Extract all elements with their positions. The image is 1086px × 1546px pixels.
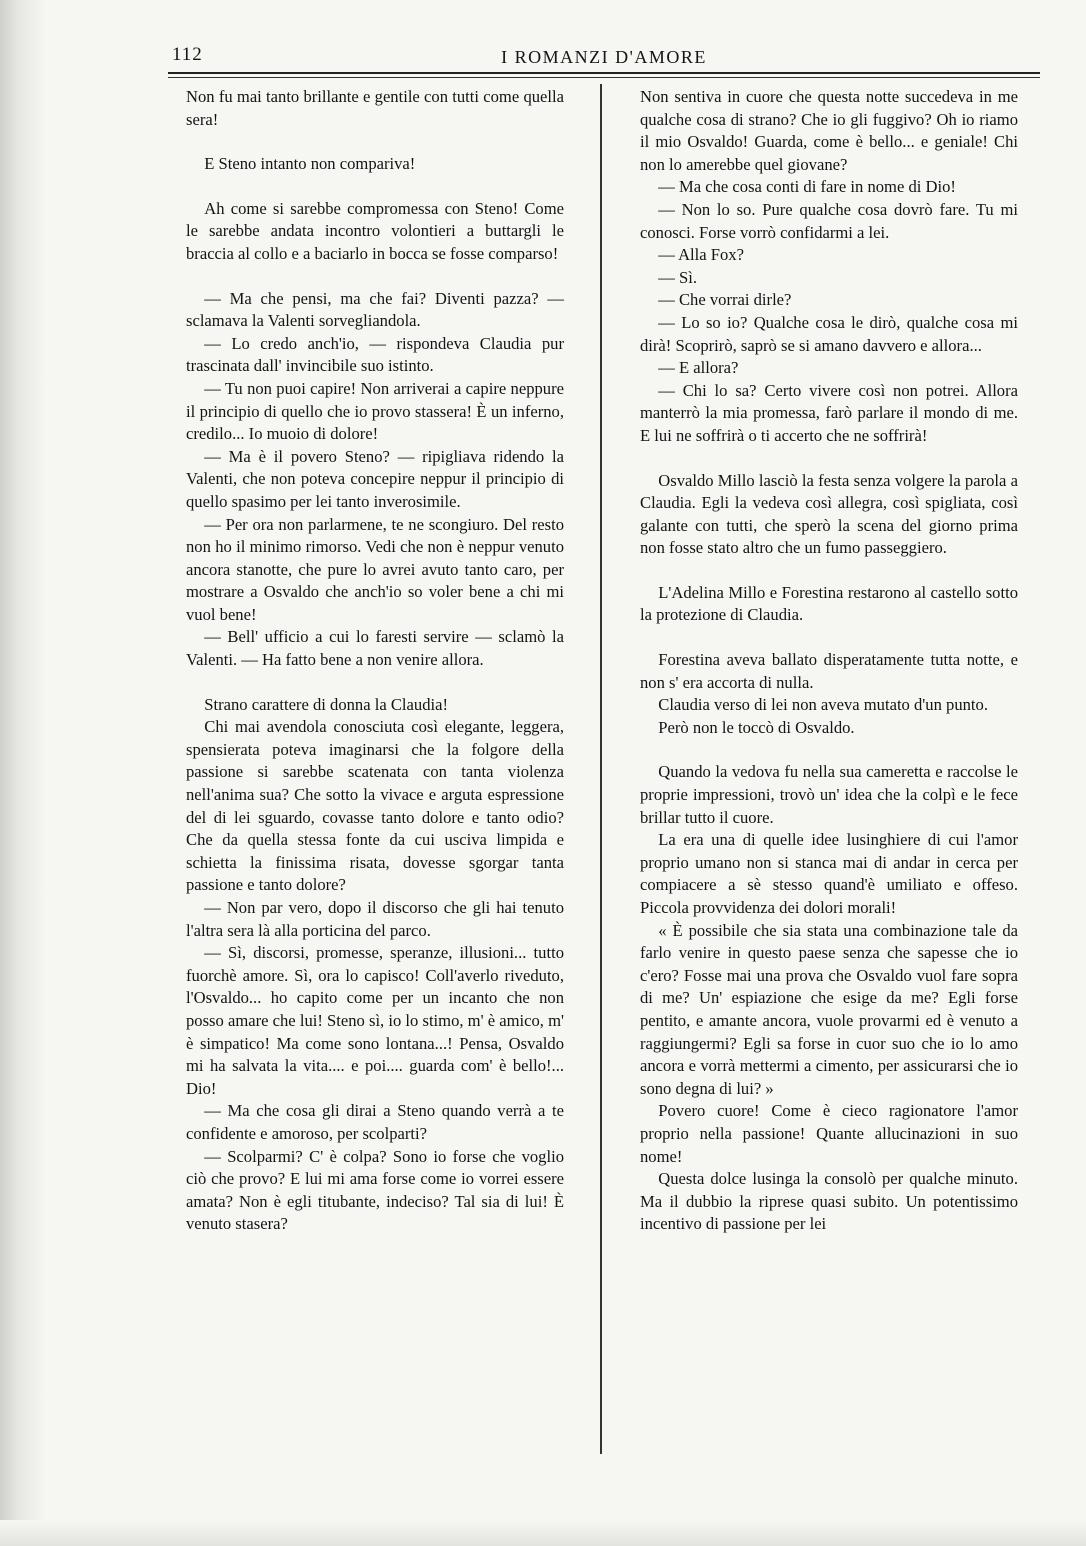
paragraph: Strano carattere di donna la Claudia! bbox=[204, 694, 448, 714]
paragraph: Però non le toccò di Osvaldo. bbox=[658, 717, 855, 737]
paragraph: Non fu mai tanto brillante e gentile con tutti come quella sera! bbox=[186, 87, 564, 129]
paragraph: — Bell' ufficio a cui lo faresti servire — sclamò la Valenti. — Ha fatto bene a non venire allora. bbox=[186, 627, 564, 670]
paragraph: — Scolparmi? C' è colpa? Sono io forse che voglio ciò che provo? E lui mi ama forse come io vorrei essere amata? Non è egli titubante, indeciso? Tal sia di lui! È venuto stasera? bbox=[186, 1146, 564, 1234]
paragraph: — Che vorrai dirle? bbox=[658, 290, 792, 310]
paragraph: E Steno intanto non compariva! bbox=[204, 154, 416, 174]
paragraph: — E allora? bbox=[658, 358, 739, 378]
paragraph: Ah come si sarebbe compromessa con Steno! Come le sarebbe andata incontro volontieri a buttargli le braccia al collo e a baciarlo in bocca se fosse comparso! bbox=[186, 198, 564, 263]
paragraph-gap bbox=[186, 176, 564, 198]
paragraph: — Non lo so. Pure qualche cosa dovrò fare. Tu mi conosci. Forse vorrò confidarmi a lei. bbox=[640, 199, 1018, 242]
paragraph-gap bbox=[640, 560, 1018, 582]
header-rule-thick bbox=[168, 72, 1040, 74]
paragraph: — Tu non puoi capire! Non arriverai a capire neppure il principio di quello che io provo stassera! È un inferno, credilo... Io muoio di dolore! bbox=[186, 378, 564, 444]
paragraph: Forestina aveva ballato disperatamente tutta notte, e non s' era accorta di nulla. bbox=[640, 650, 1018, 692]
left-column bbox=[186, 86, 564, 1236]
paragraph: — Ma che cosa conti di fare in nome di Dio! bbox=[658, 177, 956, 197]
paragraph: — Lo so io? Qualche cosa le dirò, qualche cosa mi dirà! Scoprirò, saprò se si amano davvero e allora... bbox=[640, 312, 1018, 355]
page-bottom-shadow bbox=[0, 1520, 1086, 1546]
page-edge-shadow bbox=[0, 0, 46, 1546]
right-column bbox=[640, 86, 1018, 1236]
paragraph-gap bbox=[640, 739, 1018, 761]
paragraph: Osvaldo Millo lasciò la festa senza volgere la parola a Claudia. Egli la vedeva così allegra, così spigliata, così galante con tutti, che sperò la scena del giorno prima non fosse stato altro che un fumo passeggiero. bbox=[640, 470, 1018, 558]
paragraph: Claudia verso di lei non aveva mutato d'un punto. bbox=[658, 695, 988, 715]
page-number: 112 bbox=[172, 44, 203, 65]
paragraph-gap bbox=[640, 448, 1018, 470]
column-divider bbox=[600, 84, 602, 1454]
paragraph: — Lo credo anch'io, — rispondeva Claudia pur trascinata dall' invincibile suo istinto. bbox=[186, 333, 564, 376]
paragraph-gap bbox=[640, 627, 1018, 649]
paragraph-gap bbox=[186, 131, 564, 153]
paragraph: Questa dolce lusinga la consolò per qualche minuto. Ma il dubbio la riprese quasi subito. Un potentissimo incentivo di passione per lei bbox=[640, 1169, 1018, 1234]
paragraph-gap bbox=[186, 266, 564, 288]
paragraph: La era una di quelle idee lusinghiere di cui l'amor proprio umano non si stanca mai di andar in cerca per compiacere a sè stesso quand'è umiliato e offeso. Piccola provvidenza dei dolori morali! bbox=[640, 830, 1018, 917]
paragraph: — Ma che pensi, ma che fai? Diventi pazza? — sclamava la Valenti sorvegliandola. bbox=[186, 288, 564, 331]
paragraph: — Alla Fox? bbox=[658, 245, 744, 265]
paragraph: — Sì, discorsi, promesse, speranze, illusioni... tutto fuorchè amore. Sì, ora lo capisco! Coll'averlo riveduto, l'Osvaldo... ho capito come per un incanto che non posso amare che lui! Steno sì, io lo stimo, m' è amico, m' è simpatico! Ma come sono lontana...! Pensa, Osvaldo mi ha salvata la vita.... e poi.... guarda com' è bello!... Dio! bbox=[186, 943, 564, 1098]
paragraph: — Ma è il povero Steno? — ripigliava ridendo la Valenti, che non poteva concepire neppur il principio di quello spasimo per lei tanto inverosimile. bbox=[186, 446, 564, 511]
paragraph: L'Adelina Millo e Forestina restarono al castello sotto la protezione di Claudia. bbox=[640, 582, 1018, 625]
running-title: I ROMANZI D'AMORE bbox=[501, 47, 707, 67]
paragraph: — Chi lo sa? Certo vivere così non potrei. Allora manterrò la mia promessa, farò parlare il mondo di me. E lui ne soffrirà o ti accerto che ne soffrirà! bbox=[640, 380, 1018, 445]
paragraph: « È possibile che sia stata una combinazione tale da farlo venire in questo paese senza che sapesse che io c'ero? Fosse mai una prova che Osvaldo vuol fare sopra di me? Un' espiazione che esige da me? Egli forse pentito, e amante ancora, vuole provarmi ed è venuto a raggiungermi? Egli sa forse in cuor suo che io lo amo ancora e vorrà mettermi a cimento, per assicurarsi che io sono degna di lui? » bbox=[640, 920, 1018, 1098]
paragraph: — Per ora non parlarmene, te ne scongiuro. Del resto non ho il minimo rimorso. Vedi che non è neppur venuto ancora stanotte, che pure lo avrei avuto tanto caro, per mostrare a Osvaldo che anch'io so voler bene a chi mi vuol bene! bbox=[186, 514, 564, 624]
header-rule-thin bbox=[168, 77, 1040, 78]
paragraph: — Sì. bbox=[658, 267, 697, 287]
paragraph: Quando la vedova fu nella sua cameretta e raccolse le proprie impressioni, trovò un' idea che la colpì e le fece brillar tutto il cuore. bbox=[640, 762, 1018, 827]
paragraph-gap bbox=[186, 672, 564, 694]
paragraph: — Ma che cosa gli dirai a Steno quando verrà a te confidente e amoroso, per scolparti? bbox=[186, 1101, 564, 1143]
paragraph: Non sentiva in cuore che questa notte succedeva in me qualche cosa di strano? Che io gli fuggivo? Oh io riamo il mio Osvaldo! Guarda, come è bello... e geniale! Chi non lo amerebbe quel giovane? bbox=[640, 87, 1018, 174]
paragraph: Chi mai avendola conosciuta così elegante, leggera, spensierata poteva imaginarsi che la folgore della passione si sarebbe scatenata con tanta violenza nell'anima sua? Che sotto la vivace e arguta espressione del di lei sguardo, covasse tanto dolore e tanto odio? Che da quella stessa fonte da cui usciva limpida e schietta la finissima risata, dovesse sgorgar tanta passione e tanto dolore? bbox=[186, 717, 564, 895]
paragraph: — Non par vero, dopo il discorso che gli hai tenuto l'altra sera là alla porticina del parco. bbox=[186, 898, 564, 940]
paragraph: Povero cuore! Come è cieco ragionatore l'amor proprio nella passione! Quante allucinazioni in suo nome! bbox=[640, 1101, 1018, 1166]
page-header bbox=[168, 44, 1040, 74]
